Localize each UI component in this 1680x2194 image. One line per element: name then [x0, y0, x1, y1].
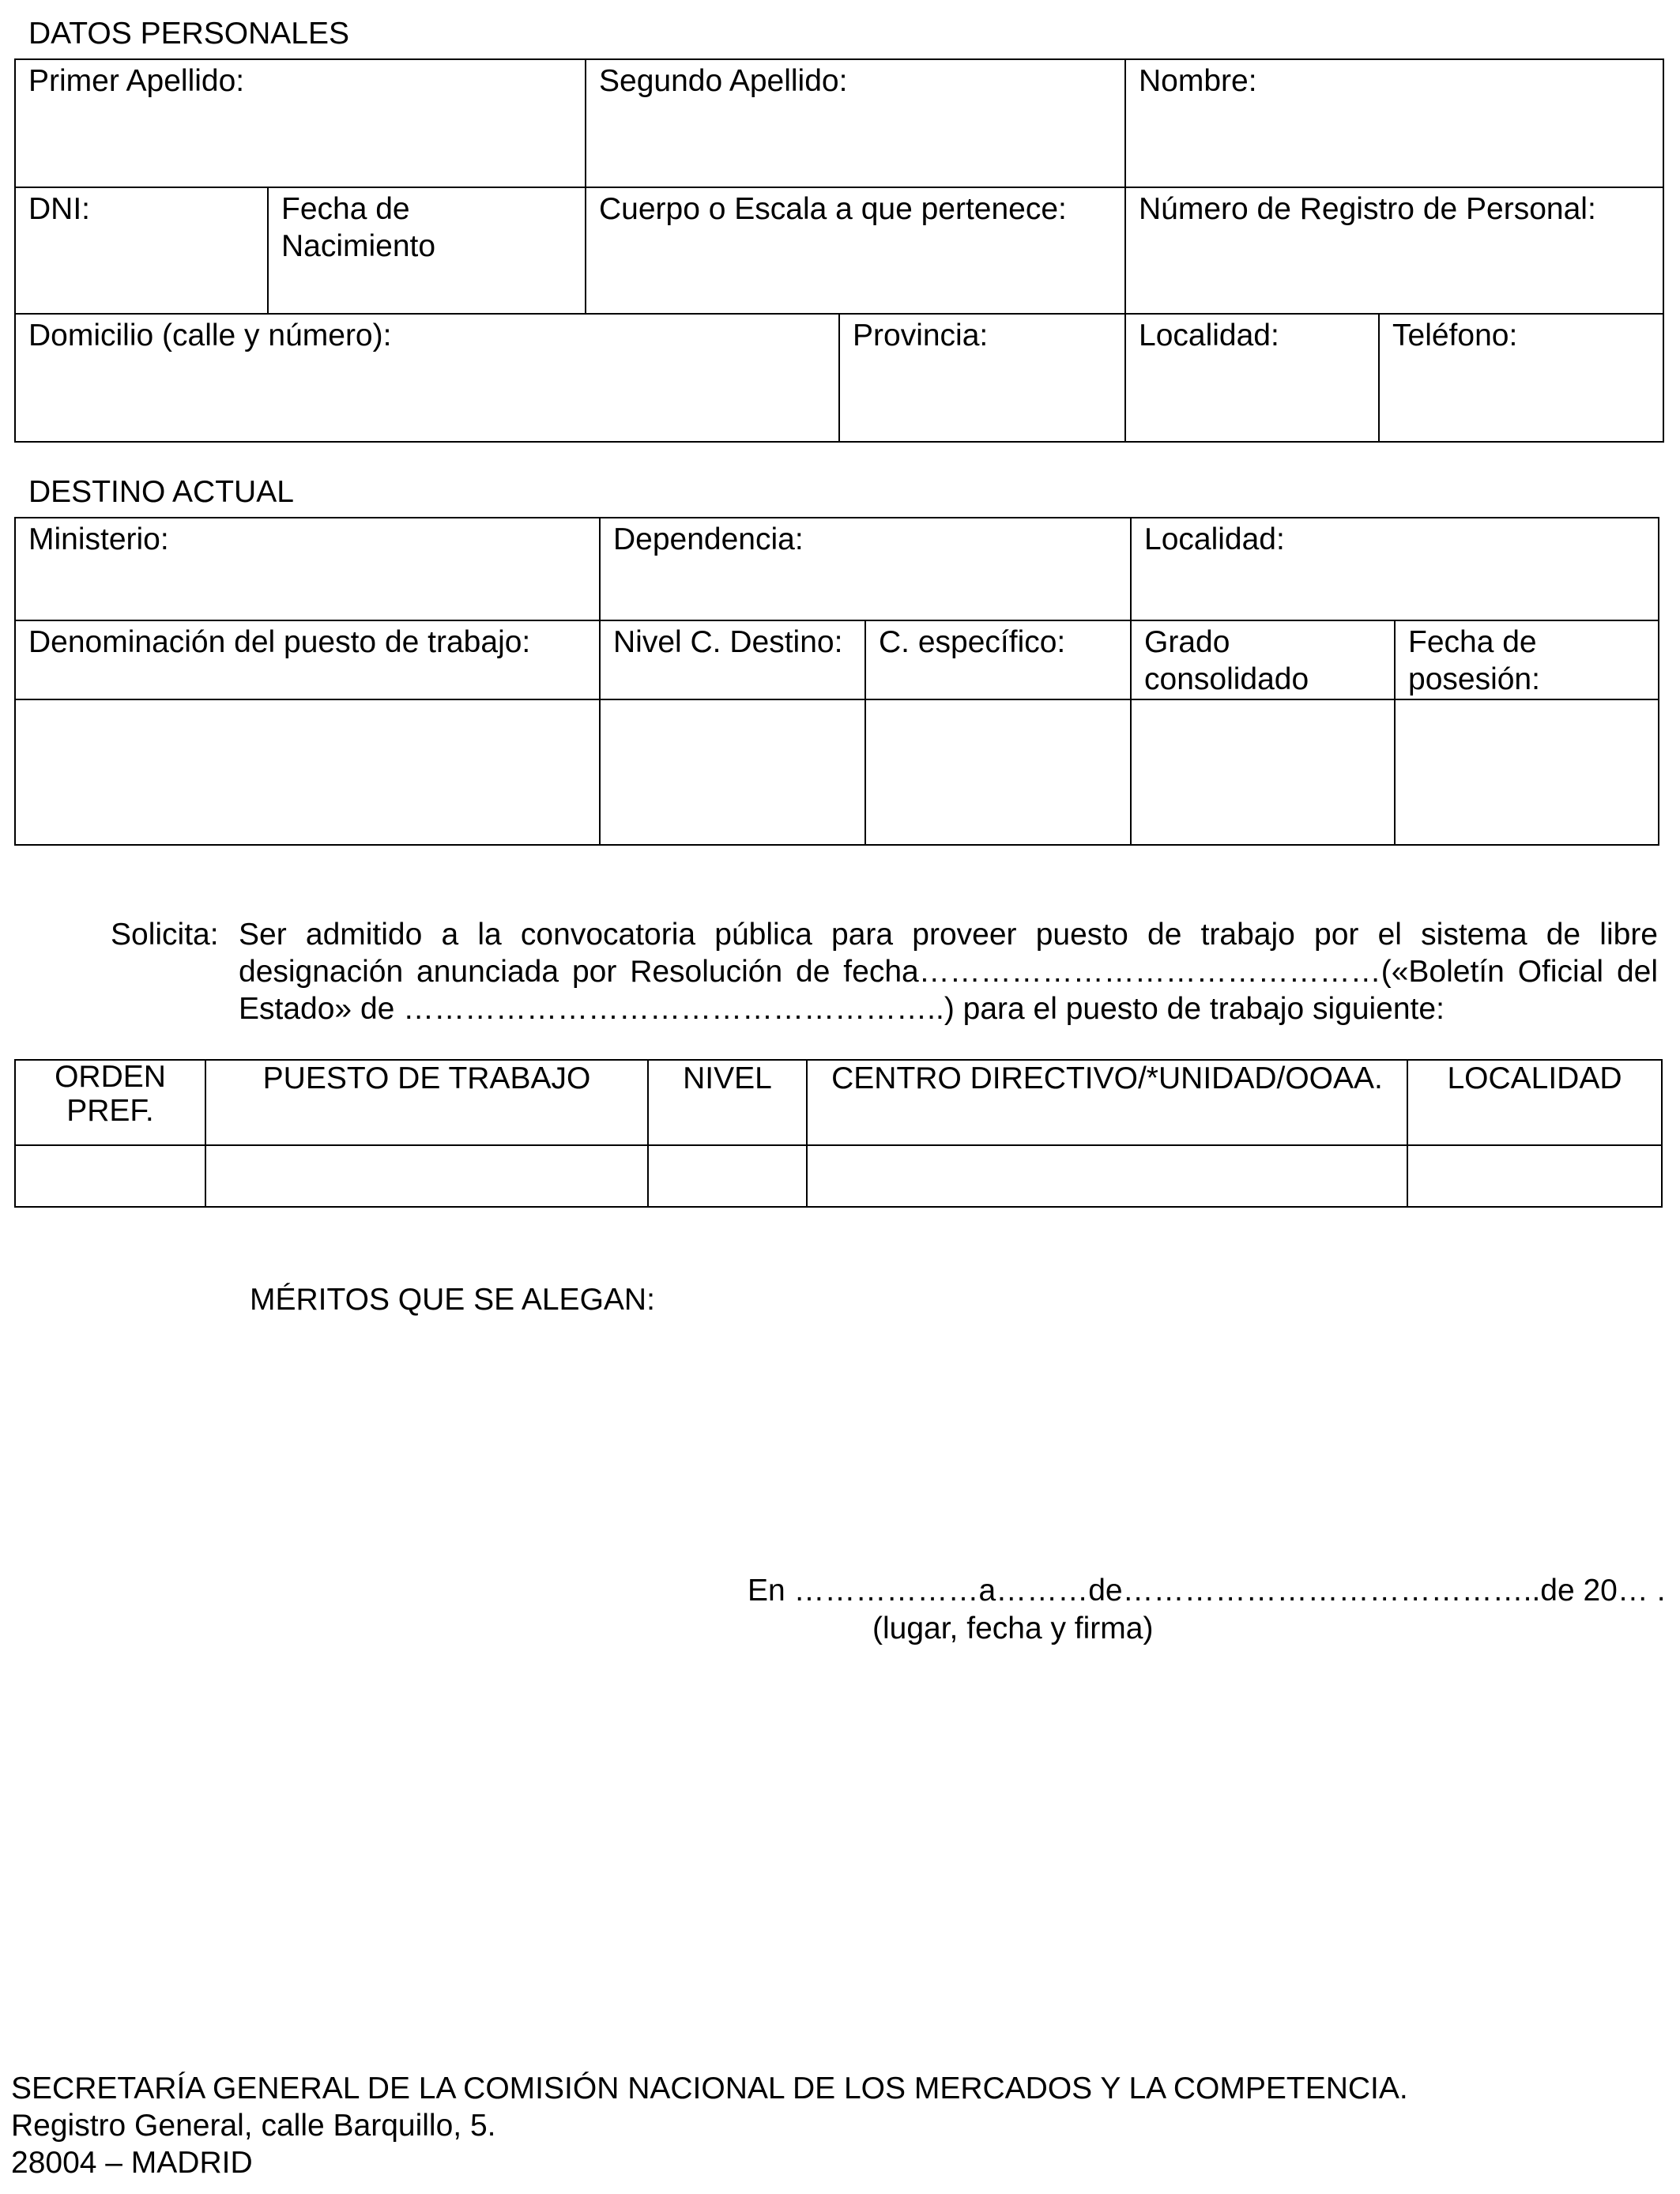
fecha-posesion-label: Fecha de posesión: — [1408, 625, 1540, 696]
firma-caption: (lugar, fecha y firma) — [872, 1612, 1154, 1646]
especifico-header — [865, 620, 1131, 699]
primer-apellido-label: Primer Apellido: — [28, 64, 245, 98]
dni-label: DNI: — [28, 192, 90, 226]
footer-line-3: 28004 – MADRID — [11, 2146, 253, 2180]
ministerio-field[interactable] — [15, 518, 600, 620]
localidad-header — [1407, 1060, 1662, 1145]
denominacion-header — [15, 620, 600, 699]
puestos-table — [14, 1059, 1663, 1208]
cuerpo-escala-label: Cuerpo o Escala a que pertenece: — [599, 192, 1067, 226]
nombre-field[interactable] — [1125, 59, 1663, 187]
nivel-label: NIVEL — [683, 1061, 772, 1095]
localidad-field[interactable] — [1125, 314, 1379, 442]
footer-line-1: SECRETARÍA GENERAL DE LA COMISIÓN NACIONAL DE LOS MERCADOS Y LA COMPETENCIA. — [11, 2071, 1408, 2105]
dependencia-label: Dependencia: — [613, 522, 804, 556]
centro-directivo-label: CENTRO DIRECTIVO/*UNIDAD/OOAA. — [831, 1061, 1383, 1095]
orden-pref-header — [15, 1060, 205, 1145]
fecha-posesion-header — [1395, 620, 1659, 699]
provincia-field[interactable] — [839, 314, 1125, 442]
primer-apellido-field[interactable] — [15, 59, 586, 187]
domicilio-label: Domicilio (calle y número): — [28, 319, 392, 352]
nivel-destino-input[interactable] — [600, 699, 865, 845]
provincia-label: Provincia: — [853, 319, 989, 352]
especifico-label: C. específico: — [879, 625, 1066, 659]
localidad-col-label: LOCALIDAD — [1447, 1061, 1622, 1095]
fecha-posesion-input[interactable] — [1395, 699, 1659, 845]
segundo-apellido-label: Segundo Apellido: — [599, 64, 848, 98]
nivel-header — [648, 1060, 807, 1145]
nivel-destino-header — [600, 620, 865, 699]
solicita-text — [239, 917, 1658, 1028]
fecha-nacimiento-field[interactable] — [268, 187, 586, 314]
cuerpo-escala-field[interactable] — [586, 187, 1125, 314]
destino-localidad-field[interactable] — [1131, 518, 1659, 620]
firma-line: En ………………a………de…………………………………..de 20… . — [748, 1574, 1666, 1608]
denominacion-input[interactable] — [15, 699, 600, 845]
orden-pref-input[interactable] — [15, 1145, 205, 1207]
destino-localidad-label: Localidad: — [1144, 522, 1285, 556]
solicita-line-2: designación anunciada por Resolución de fecha………………………………………(«Boletín Oficial del — [239, 955, 1658, 989]
solicita-label: Solicita: — [111, 918, 219, 952]
footer — [11, 2071, 1408, 2182]
localidad-label: Localidad: — [1139, 319, 1279, 352]
telefono-label: Teléfono: — [1392, 319, 1518, 352]
telefono-field[interactable] — [1379, 314, 1663, 442]
grado-label: Grado consolidado — [1144, 625, 1309, 696]
especifico-input[interactable] — [865, 699, 1131, 845]
puesto-trabajo-header — [205, 1060, 648, 1145]
meritos-area[interactable] — [237, 1328, 1652, 1557]
nombre-label: Nombre: — [1139, 64, 1257, 98]
puesto-trabajo-label: PUESTO DE TRABAJO — [262, 1061, 591, 1095]
dni-field[interactable] — [15, 187, 268, 314]
datos-personales-table — [14, 58, 1664, 443]
segundo-apellido-field[interactable] — [586, 59, 1125, 187]
ministerio-label: Ministerio: — [28, 522, 169, 556]
datos-personales-heading: DATOS PERSONALES — [28, 17, 350, 51]
numero-registro-label: Número de Registro de Personal: — [1139, 192, 1596, 226]
nivel-destino-label: Nivel C. Destino: — [613, 625, 843, 659]
footer-line-2: Registro General, calle Barquillo, 5. — [11, 2109, 496, 2143]
grado-header — [1131, 620, 1395, 699]
nivel-input[interactable] — [648, 1145, 807, 1207]
solicita-line-1: Ser admitido a la convocatoria pública para proveer puesto de trabajo por el sistema de libre — [239, 918, 1658, 952]
destino-actual-table — [14, 517, 1659, 846]
meritos-label: MÉRITOS QUE SE ALEGAN: — [250, 1283, 655, 1317]
centro-directivo-header — [807, 1060, 1407, 1145]
grado-input[interactable] — [1131, 699, 1395, 845]
denominacion-label: Denominación del puesto de trabajo: — [28, 625, 531, 659]
fecha-nacimiento-label: Fecha de Nacimiento — [281, 192, 436, 263]
domicilio-field[interactable] — [15, 314, 839, 442]
numero-registro-field[interactable] — [1125, 187, 1663, 314]
dependencia-field[interactable] — [600, 518, 1131, 620]
localidad-input[interactable] — [1407, 1145, 1662, 1207]
destino-actual-heading: DESTINO ACTUAL — [28, 475, 294, 509]
puesto-trabajo-input[interactable] — [205, 1145, 648, 1207]
solicita-line-3: Estado» de ……………………………………………..) para el puesto de trabajo siguiente: — [239, 992, 1445, 1026]
centro-directivo-input[interactable] — [807, 1145, 1407, 1207]
orden-pref-label: ORDEN PREF. — [55, 1060, 166, 1128]
